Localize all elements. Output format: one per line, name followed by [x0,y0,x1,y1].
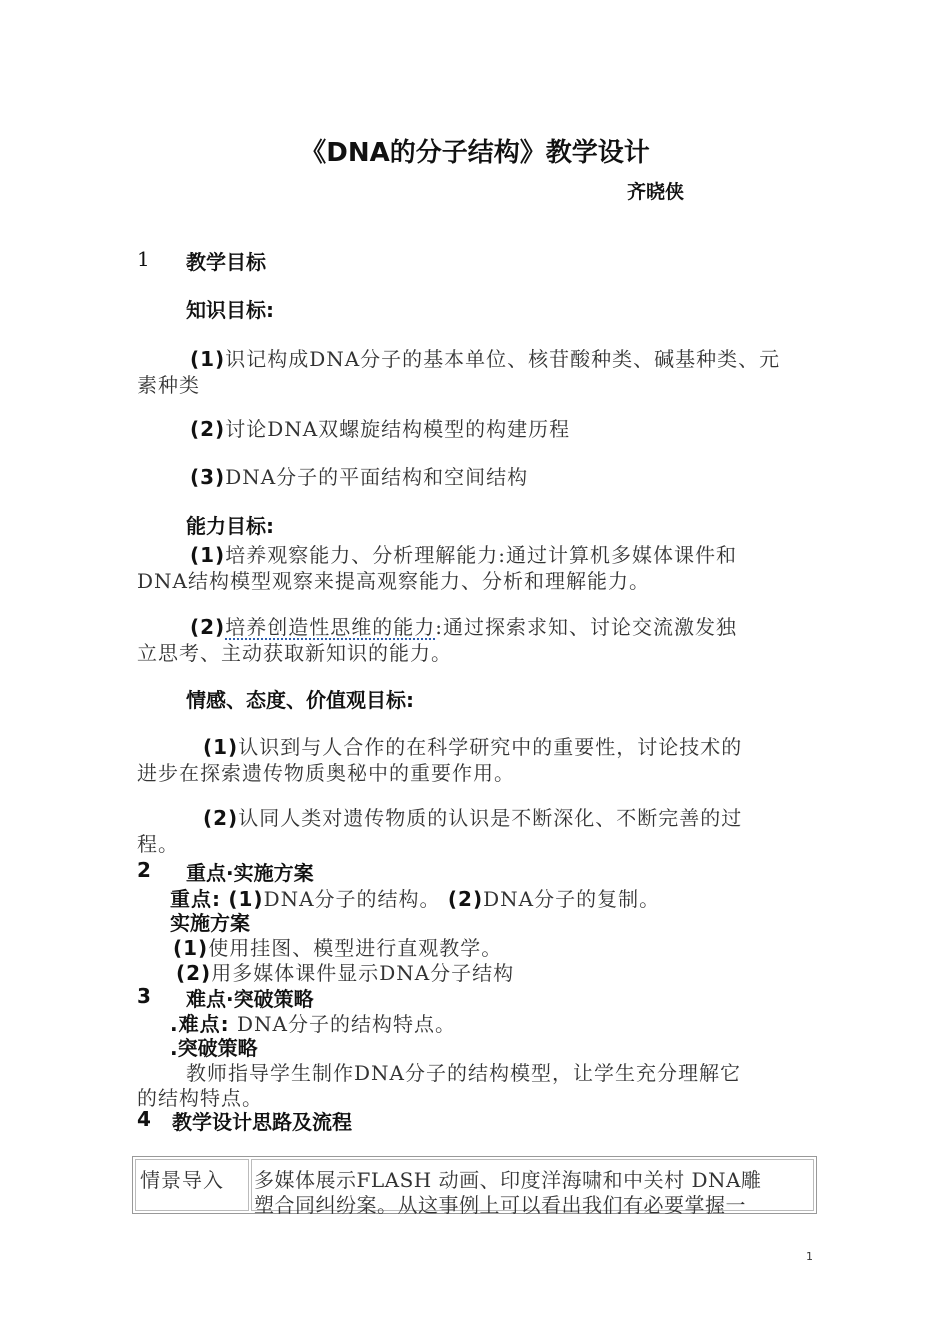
paragraph-line: 程。 [137,832,179,856]
paragraph-line: 的结构特点。 [137,1086,263,1110]
document-author: 齐晓侠 [627,181,685,203]
item-text: DNA分子的平面结构和空间结构 [225,465,529,489]
table-row-label: 情景导入 [140,1168,224,1192]
item-text: 识记构成DNA分子的基本单位、核苷酸种类、碱基种类、元 [225,347,781,371]
item-text: 讨论DNA双螺旋结构模型的构建历程 [225,417,571,441]
paragraph-line [190,539,737,568]
difficulty-label: .难点: [170,1012,230,1036]
table-cell-content [251,1159,814,1217]
item-number: (1) [173,936,209,960]
item-text: 认同人类对遗传物质的认识是不断深化、不断完善的过 [238,806,743,830]
paragraph-line [190,461,528,490]
section-heading: 教学目标 [186,250,266,274]
table-cell-line: 塑合同纠纷案。从这事例上可以看出我们有必要掌握一 [254,1193,746,1217]
subsection-heading: 能力目标: [186,514,274,538]
subsection-heading: 实施方案 [170,911,250,935]
table-cell-label [135,1159,249,1211]
subsection-heading: 情感、态度、价值观目标: [186,688,414,712]
item-number: (2) [203,806,239,830]
section-heading: 难点·突破策略 [186,987,314,1011]
underlined-phrase: 培养创造性思维的能力 [225,615,436,639]
section-number: 2 [137,858,151,882]
item-number: (1) [190,347,226,371]
paragraph-line [203,802,742,831]
item-text: DNA分子的复制。 [483,887,661,911]
section-number: 1 [137,247,150,271]
item-number: (2) [176,961,212,985]
paragraph-line: DNA结构模型观察来提高观察能力、分析和理解能力。 [137,569,650,593]
item-number: (2) [447,887,484,911]
section-number: 4 [137,1107,151,1131]
paragraph-line: 进步在探索遗传物质奥秘中的重要作用。 [137,761,515,785]
item-text: 使用挂图、模型进行直观教学。 [208,936,503,960]
paragraph-line [203,731,742,760]
table-cell-line: 多媒体展示FLASH 动画、印度洋海啸和中关村 DNA雕 [254,1168,762,1192]
item-text: DNA分子的结构特点。 [236,1012,456,1036]
paragraph-line: 立思考、主动获取新知识的能力。 [137,641,452,665]
item-number: (3) [190,465,226,489]
item-text: :通过探索求知、讨论交流激发独 [435,615,737,639]
section-heading: 重点·实施方案 [186,861,314,885]
page-number: 1 [806,1250,813,1263]
process-table [132,1156,817,1217]
item-number: (1) [228,887,264,911]
item-text: 用多媒体课件显示DNA分子结构 [211,961,515,985]
item-number: (2) [190,417,226,441]
item-number: (1) [203,735,239,759]
paragraph-line: 素种类 [137,373,200,397]
paragraph-line [190,611,737,640]
item-text: DNA分子的结构。 [263,887,441,911]
item-text: 认识到与人合作的在科学研究中的重要性，讨论技术的 [238,735,743,759]
subsection-heading: .突破策略 [170,1036,258,1060]
paragraph-line: 教师指导学生制作DNA分子的结构模型，让学生充分理解它 [186,1061,741,1085]
item-number: (1) [190,543,226,567]
key-points-label: 重点: [170,887,221,911]
item-text: 培养观察能力、分析理解能力:通过计算机多媒体课件和 [225,543,737,567]
document-title: 《DNA的分子结构》教学设计 [300,138,650,168]
paragraph-line [176,957,514,986]
item-number: (2) [190,615,226,639]
section-number: 3 [137,984,151,1008]
section-heading: 教学设计思路及流程 [172,1110,352,1134]
paragraph-line [190,343,780,372]
subsection-heading: 知识目标: [186,298,274,322]
paragraph-line [190,413,570,442]
